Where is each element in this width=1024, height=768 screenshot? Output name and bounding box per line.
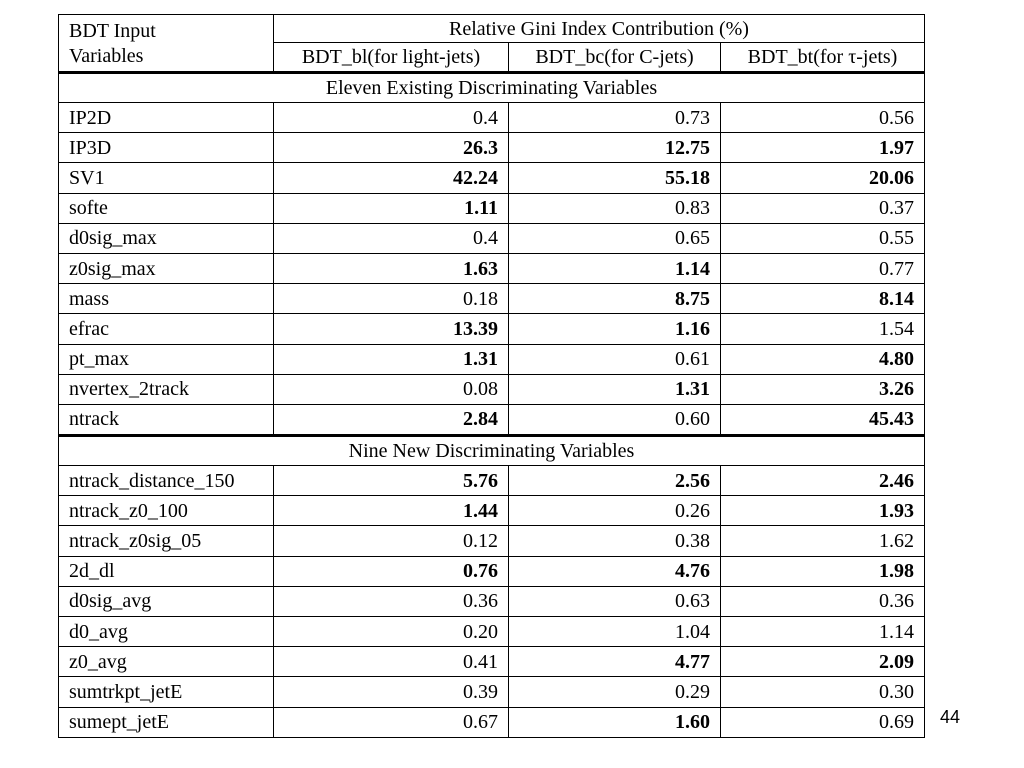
table-row [59,374,925,404]
value-cell: 0.76 [274,556,509,586]
value-cell: 5.76 [274,466,509,496]
variable-name-cell: mass [59,284,274,314]
header-row-1 [59,15,925,43]
table-row [59,677,925,707]
value-cell: 1.93 [721,496,925,526]
value-cell: 1.62 [721,526,925,556]
value-cell: 0.67 [274,707,509,737]
value-cell: 0.38 [509,526,721,556]
value-cell: 1.31 [274,344,509,374]
value-cell: 1.11 [274,193,509,223]
table-row [59,586,925,616]
value-cell: 0.20 [274,617,509,647]
table-body [59,15,925,738]
value-cell: 2.84 [274,404,509,435]
value-cell: 1.54 [721,314,925,344]
table-row [59,707,925,737]
value-cell: 1.97 [721,133,925,163]
value-cell: 0.39 [274,677,509,707]
value-cell: 13.39 [274,314,509,344]
variable-name-cell: d0_avg [59,617,274,647]
table-row [59,647,925,677]
variable-name-cell: IP3D [59,133,274,163]
value-cell: 0.61 [509,344,721,374]
page-number: 44 [940,707,961,727]
table-row [59,133,925,163]
value-cell: 0.30 [721,677,925,707]
variable-name-cell: sumept_jetE [59,707,274,737]
variable-name-cell: IP2D [59,103,274,133]
column-header-tau-jets: BDT_bt(for τ-jets) [721,43,925,73]
variable-name-cell: SV1 [59,163,274,193]
table-row [59,466,925,496]
variable-name-cell: ntrack_distance_150 [59,466,274,496]
table-row [59,163,925,193]
value-cell: 2.56 [509,466,721,496]
table-row [59,556,925,586]
value-cell: 4.76 [509,556,721,586]
value-cell: 42.24 [274,163,509,193]
value-cell: 0.12 [274,526,509,556]
value-cell: 2.46 [721,466,925,496]
value-cell: 0.56 [721,103,925,133]
value-cell: 0.26 [509,496,721,526]
variable-name-cell: ntrack_z0_100 [59,496,274,526]
value-cell: 0.29 [509,677,721,707]
value-cell: 1.14 [721,617,925,647]
variable-name-cell: ntrack_z0sig_05 [59,526,274,556]
value-cell: 4.77 [509,647,721,677]
variable-name-cell: sumtrkpt_jetE [59,677,274,707]
value-cell: 45.43 [721,404,925,435]
value-cell: 0.65 [509,223,721,253]
column-header-c-jets: BDT_bc(for C-jets) [509,43,721,73]
variable-name-cell: d0sig_max [59,223,274,253]
section-header-row [59,73,925,103]
value-cell: 0.41 [274,647,509,677]
value-cell: 1.31 [509,374,721,404]
corner-label-line2: Variables [69,45,144,67]
value-cell: 1.98 [721,556,925,586]
table-row [59,344,925,374]
value-cell: 3.26 [721,374,925,404]
variable-name-cell: softe [59,193,274,223]
variable-name-cell: ntrack [59,404,274,435]
section-header-row [59,436,925,466]
gini-contribution-table [58,14,925,738]
value-cell: 0.77 [721,253,925,283]
value-cell: 55.18 [509,163,721,193]
value-cell: 0.69 [721,707,925,737]
variable-name-cell: 2d_dl [59,556,274,586]
value-cell: 26.3 [274,133,509,163]
section-title: Nine New Discriminating Variables [59,436,925,466]
variable-name-cell: efrac [59,314,274,344]
table-row [59,284,925,314]
table-row [59,193,925,223]
value-cell: 1.16 [509,314,721,344]
variable-name-cell: pt_max [59,344,274,374]
variable-name-cell: z0sig_max [59,253,274,283]
variable-name-cell: z0_avg [59,647,274,677]
corner-label-line1: BDT Input [69,20,156,42]
table-row [59,223,925,253]
value-cell: 4.80 [721,344,925,374]
variable-name-cell: nvertex_2track [59,374,274,404]
value-cell: 8.75 [509,284,721,314]
value-cell: 0.08 [274,374,509,404]
value-cell: 1.60 [509,707,721,737]
value-cell: 1.63 [274,253,509,283]
value-cell: 1.04 [509,617,721,647]
column-header-light-jets: BDT_bl(for light-jets) [274,43,509,73]
table-row [59,496,925,526]
value-cell: 0.4 [274,103,509,133]
value-cell: 0.37 [721,193,925,223]
value-cell: 0.63 [509,586,721,616]
value-cell: 12.75 [509,133,721,163]
value-cell: 0.36 [721,586,925,616]
value-cell: 0.83 [509,193,721,223]
value-cell: 0.36 [274,586,509,616]
value-cell: 0.4 [274,223,509,253]
table-row [59,253,925,283]
value-cell: 1.44 [274,496,509,526]
value-cell: 20.06 [721,163,925,193]
variable-name-cell: d0sig_avg [59,586,274,616]
corner-header-cell [59,15,274,73]
value-cell: 0.55 [721,223,925,253]
group-header: Relative Gini Index Contribution (%) [274,15,925,43]
table-row [59,314,925,344]
value-cell: 0.18 [274,284,509,314]
table-row [59,404,925,435]
value-cell: 0.60 [509,404,721,435]
table-row [59,103,925,133]
value-cell: 8.14 [721,284,925,314]
value-cell: 1.14 [509,253,721,283]
table-row [59,617,925,647]
value-cell: 2.09 [721,647,925,677]
section-title: Eleven Existing Discriminating Variables [59,73,925,103]
value-cell: 0.73 [509,103,721,133]
table-row [59,526,925,556]
